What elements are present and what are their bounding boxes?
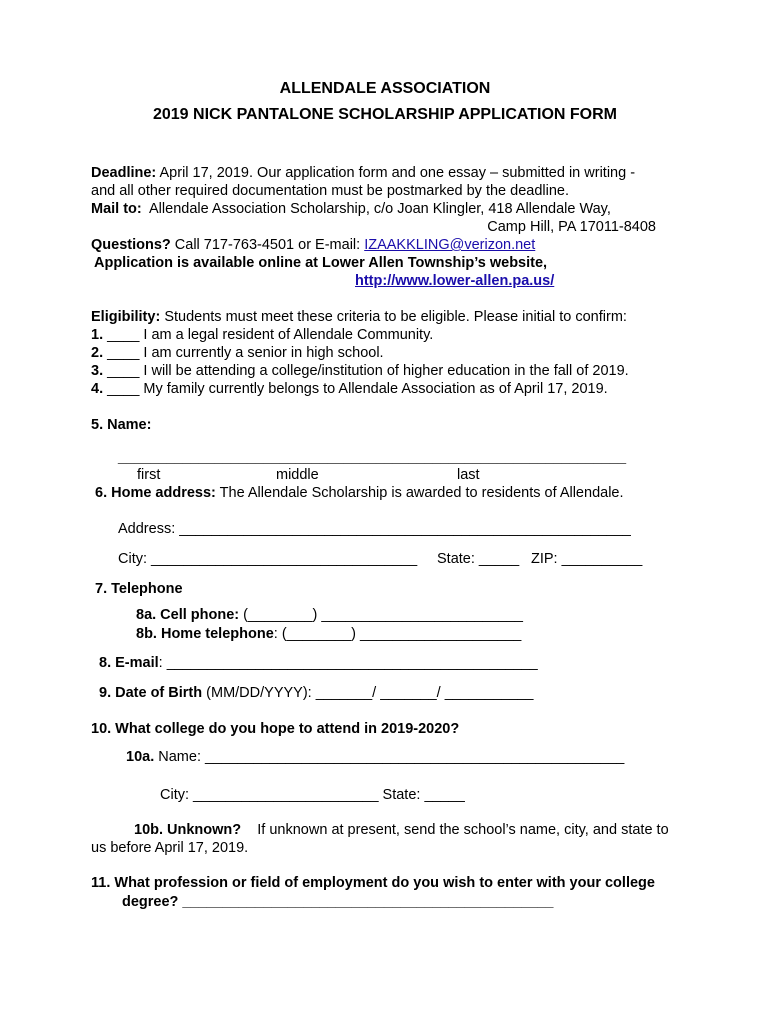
- college-unknown-line2: us before April 17, 2019.: [91, 840, 249, 856]
- college-name-num: 10a.: [126, 749, 155, 765]
- form-title-line1: ALLENDALE ASSOCIATION: [279, 80, 491, 97]
- eligibility-item-num: 4.: [91, 381, 104, 397]
- deadline-text: April 17, 2019. Our application form and one essay – submitted in writing -: [159, 165, 636, 181]
- eligibility-item-text: ____ I will be attending a college/institution of higher education in the fall of 2019.: [107, 363, 629, 379]
- home-address-heading: [95, 484, 624, 502]
- eligibility-item-text: ____ I am a legal resident of Allendale Community.: [107, 327, 434, 343]
- email-label: 8. E-mail: [99, 655, 159, 671]
- college-name-field[interactable]: [126, 748, 624, 766]
- college-question: 10. What college do you hope to attend in 2019-2020?: [91, 721, 460, 737]
- mail-label: Mail to:: [91, 201, 142, 217]
- city-field[interactable]: City: _________________________________: [118, 551, 418, 567]
- eligibility-item[interactable]: [91, 380, 608, 398]
- contact-email-link[interactable]: IZAAKKLING@verizon.net: [364, 237, 536, 253]
- eligibility-text: Students must meet these criteria to be eligible. Please initial to confirm:: [164, 309, 627, 325]
- deadline-label: Deadline:: [91, 165, 157, 181]
- eligibility-label: Eligibility:: [91, 309, 161, 325]
- college-name-blank: Name: ____________________________________________________: [158, 749, 625, 765]
- college-unknown-line1: [134, 821, 669, 839]
- home-phone-label: 8b. Home telephone: [136, 626, 274, 642]
- cell-phone-blank: (________) _________________________: [243, 607, 523, 623]
- deadline-line1: [91, 164, 635, 182]
- dob-field[interactable]: [99, 684, 533, 702]
- township-website-link[interactable]: http://www.lower-allen.pa.us/: [355, 273, 555, 289]
- cell-phone-field[interactable]: [136, 606, 523, 624]
- eligibility-item-text: ____ My family currently belongs to Allendale Association as of April 17, 2019.: [107, 381, 608, 397]
- mail-text: Allendale Association Scholarship, c/o Joan Klingler, 418 Allendale Way,: [149, 201, 611, 217]
- profession-field[interactable]: degree? ______________________________________________: [122, 894, 554, 910]
- college-city-state-field[interactable]: City: _______________________ State: _____: [160, 787, 465, 803]
- name-last-caption: last: [457, 467, 480, 483]
- questions-line: [91, 236, 535, 254]
- dob-label: 9. Date of Birth: [99, 685, 203, 701]
- questions-label: Questions?: [91, 237, 171, 253]
- cell-phone-label: 8a. Cell phone:: [136, 607, 240, 623]
- eligibility-item-num: 3.: [91, 363, 104, 379]
- eligibility-item[interactable]: [91, 326, 433, 344]
- college-unknown-label: 10b. Unknown?: [134, 822, 242, 838]
- dob-blank: (MM/DD/YYYY): _______/ _______/ ___________: [206, 685, 534, 701]
- name-label: 5. Name:: [91, 417, 152, 433]
- home-address-label: 6. Home address:: [95, 485, 216, 501]
- mail-line2: Camp Hill, PA 17011-8408: [487, 219, 656, 235]
- eligibility-item[interactable]: [91, 344, 384, 362]
- eligibility-item[interactable]: [91, 362, 629, 380]
- name-field[interactable]: _______________________________________________________________: [118, 449, 627, 465]
- email-blank: : ______________________________________________: [158, 655, 538, 671]
- eligibility-item-num: 2.: [91, 345, 104, 361]
- eligibility-intro: [91, 308, 627, 326]
- name-first-caption: first: [137, 467, 161, 483]
- online-availability-text: Application is available online at Lower Allen Township’s website,: [94, 255, 548, 271]
- profession-question: 11. What profession or field of employment do you wish to enter with your college: [91, 875, 655, 891]
- questions-text: Call 717-763-4501 or E-mail:: [174, 237, 365, 253]
- name-middle-caption: middle: [276, 467, 319, 483]
- telephone-label: 7. Telephone: [95, 581, 183, 597]
- home-phone-field[interactable]: [136, 625, 521, 643]
- home-phone-blank: : (________) ____________________: [273, 626, 522, 642]
- zip-field[interactable]: ZIP: __________: [531, 551, 643, 567]
- eligibility-item-num: 1.: [91, 327, 104, 343]
- email-field[interactable]: [99, 654, 538, 672]
- address-field[interactable]: Address: ________________________________________________________: [118, 521, 631, 537]
- home-address-note: The Allendale Scholarship is awarded to residents of Allendale.: [219, 485, 624, 501]
- state-field[interactable]: State: _____: [437, 551, 520, 567]
- eligibility-item-text: ____ I am currently a senior in high school.: [107, 345, 384, 361]
- deadline-line2: and all other required documentation must be postmarked by the deadline.: [91, 183, 569, 199]
- form-title-line2: 2019 NICK PANTALONE SCHOLARSHIP APPLICATION FORM: [152, 106, 618, 123]
- college-unknown-text: If unknown at present, send the school’s name, city, and state to: [257, 822, 669, 838]
- mail-line1: [91, 200, 611, 218]
